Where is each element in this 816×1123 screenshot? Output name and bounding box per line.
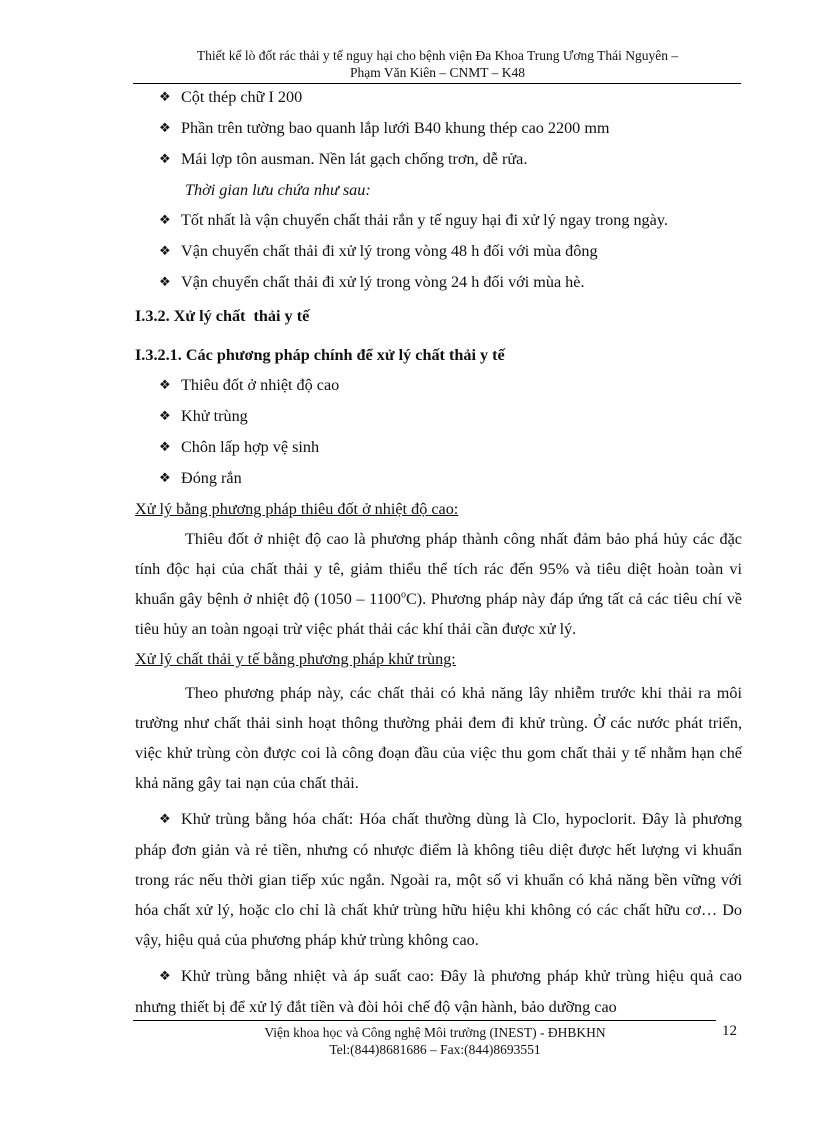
footer-institute-line: Viện khoa học và Công nghệ Môi trường (INEST) - ĐHBKHN <box>264 1025 606 1040</box>
disinfection-title: Xử lý chất thải y tế bằng phương pháp khử trùng: <box>135 650 456 668</box>
header-author-line: Phạm Văn Kiên – CNMT – K48 <box>350 65 525 80</box>
page-number: 12 <box>722 1023 737 1039</box>
diamond-bullet-icon: ❖ <box>159 969 171 984</box>
list-item: ❖ Đóng rắn <box>135 463 742 494</box>
diamond-bullet-icon: ❖ <box>159 152 171 167</box>
list-item: ❖ Vận chuyển chất thải đi xử lý trong vòng 24 h đối với mùa hè. <box>135 267 742 298</box>
diamond-bullet-icon: ❖ <box>159 471 171 486</box>
diamond-bullet-icon: ❖ <box>159 378 171 393</box>
footer-rule <box>133 1020 716 1021</box>
degree-superscript: o <box>400 589 406 601</box>
chemical-disinfection-paragraph: ❖ Khử trùng bằng hóa chất: Hóa chất thường dùng là Clo, hypoclorit. Đây là phương pháp đơn giản và rẻ tiền, nhưng có nhược điểm là không tiêu diệt được hết lượng vi khuẩn trong rác nếu thời gian tiếp xúc ngắn. Ngoài ra, một số vi khuẩn có khả năng bền vững với hóa chất xử lý, hoặc clo chỉ là chất khử trùng hữu hiệu khi không có các chất hữu cơ… Do vậy, hiệu quả của phương pháp khử trùng không cao. <box>135 804 742 955</box>
storage-bullet-list <box>135 82 742 175</box>
diamond-bullet-icon: ❖ <box>159 440 171 455</box>
diamond-bullet-icon: ❖ <box>159 409 171 424</box>
page-content <box>135 82 742 1022</box>
diamond-bullet-icon: ❖ <box>159 275 171 290</box>
list-item: ❖ Chôn lấp hợp vệ sinh <box>135 432 742 463</box>
storage-time-label: Thời gian lưu chứa như sau: <box>185 181 371 199</box>
list-item: ❖ Thiêu đốt ở nhiệt độ cao <box>135 370 742 401</box>
incineration-title: Xử lý bằng phương pháp thiêu đốt ở nhiệt độ cao: <box>135 500 459 518</box>
page-header <box>135 47 740 81</box>
thermal-disinfection-paragraph: ❖ Khử trùng bằng nhiệt và áp suất cao: Đây là phương pháp khử trùng hiệu quả cao nhưng thiết bị để xử lý đắt tiền và đòi hỏi chế độ vận hành, bảo dưỡng cao <box>135 961 742 1022</box>
diamond-bullet-icon: ❖ <box>159 244 171 259</box>
diamond-bullet-icon: ❖ <box>159 90 171 105</box>
incineration-paragraph: Thiêu đốt ở nhiệt độ cao là phương pháp thành công nhất đảm bảo phá hủy các đặc tính độc hại của chất thải y tê, giảm thiểu thể tích rác đến 95% và tiêu diệt hoàn toàn vi khuẩn gây bệnh ở nhiệt độ (1050 – 1100$^o$C). Phương pháp này đáp ứng tất cả các tiêu chí về tiêu hủy an toàn ngoại trừ việc phát thải các khí thải cần được xử lý. <box>135 530 742 638</box>
subsection-heading: I.3.2.1. Các phương pháp chính để xử lý chất thải y tế <box>135 346 505 364</box>
footer-contact-line: Tel:(844)8681686 – Fax:(844)8693551 <box>329 1042 541 1057</box>
page-footer <box>210 1024 660 1058</box>
disinfection-paragraph: Theo phương pháp này, các chất thải có khả năng lây nhiễm trước khi thải ra môi trường như chất thải sinh hoạt thông thường phải đem đi khử trùng. Ở các nước phát triển, việc khử trùng còn được coi là công đoạn đầu của việc thu gom chất thải y tế nhằm hạn chế khả năng gây tai nạn của chất thải. <box>135 684 742 792</box>
diamond-bullet-icon: ❖ <box>159 213 171 228</box>
list-item: ❖ Mái lợp tôn ausman. Nền lát gạch chống trơn, dễ rửa. <box>135 144 742 175</box>
header-title-line: Thiết kế lò đốt rác thải y tế nguy hại cho bệnh viện Đa Khoa Trung Ương Thái Nguyên – <box>196 48 679 63</box>
diamond-bullet-icon: ❖ <box>159 121 171 136</box>
list-item: ❖ Khử trùng <box>135 401 742 432</box>
method-bullet-list <box>135 370 742 494</box>
list-item: ❖ Tốt nhất là vận chuyển chất thải rắn y tế nguy hại đi xử lý ngay trong ngày. <box>135 205 742 236</box>
list-item: ❖ Phần trên tường bao quanh lắp lưới B40 khung thép cao 2200 mm <box>135 113 742 144</box>
diamond-bullet-icon: ❖ <box>159 812 171 827</box>
time-bullet-list <box>135 205 742 298</box>
list-item: ❖ Vận chuyển chất thải đi xử lý trong vòng 48 h đối với mùa đông <box>135 236 742 267</box>
section-heading: I.3.2. Xử lý chất thải y tế <box>135 307 310 325</box>
list-item: ❖ Cột thép chữ I 200 <box>135 82 742 113</box>
